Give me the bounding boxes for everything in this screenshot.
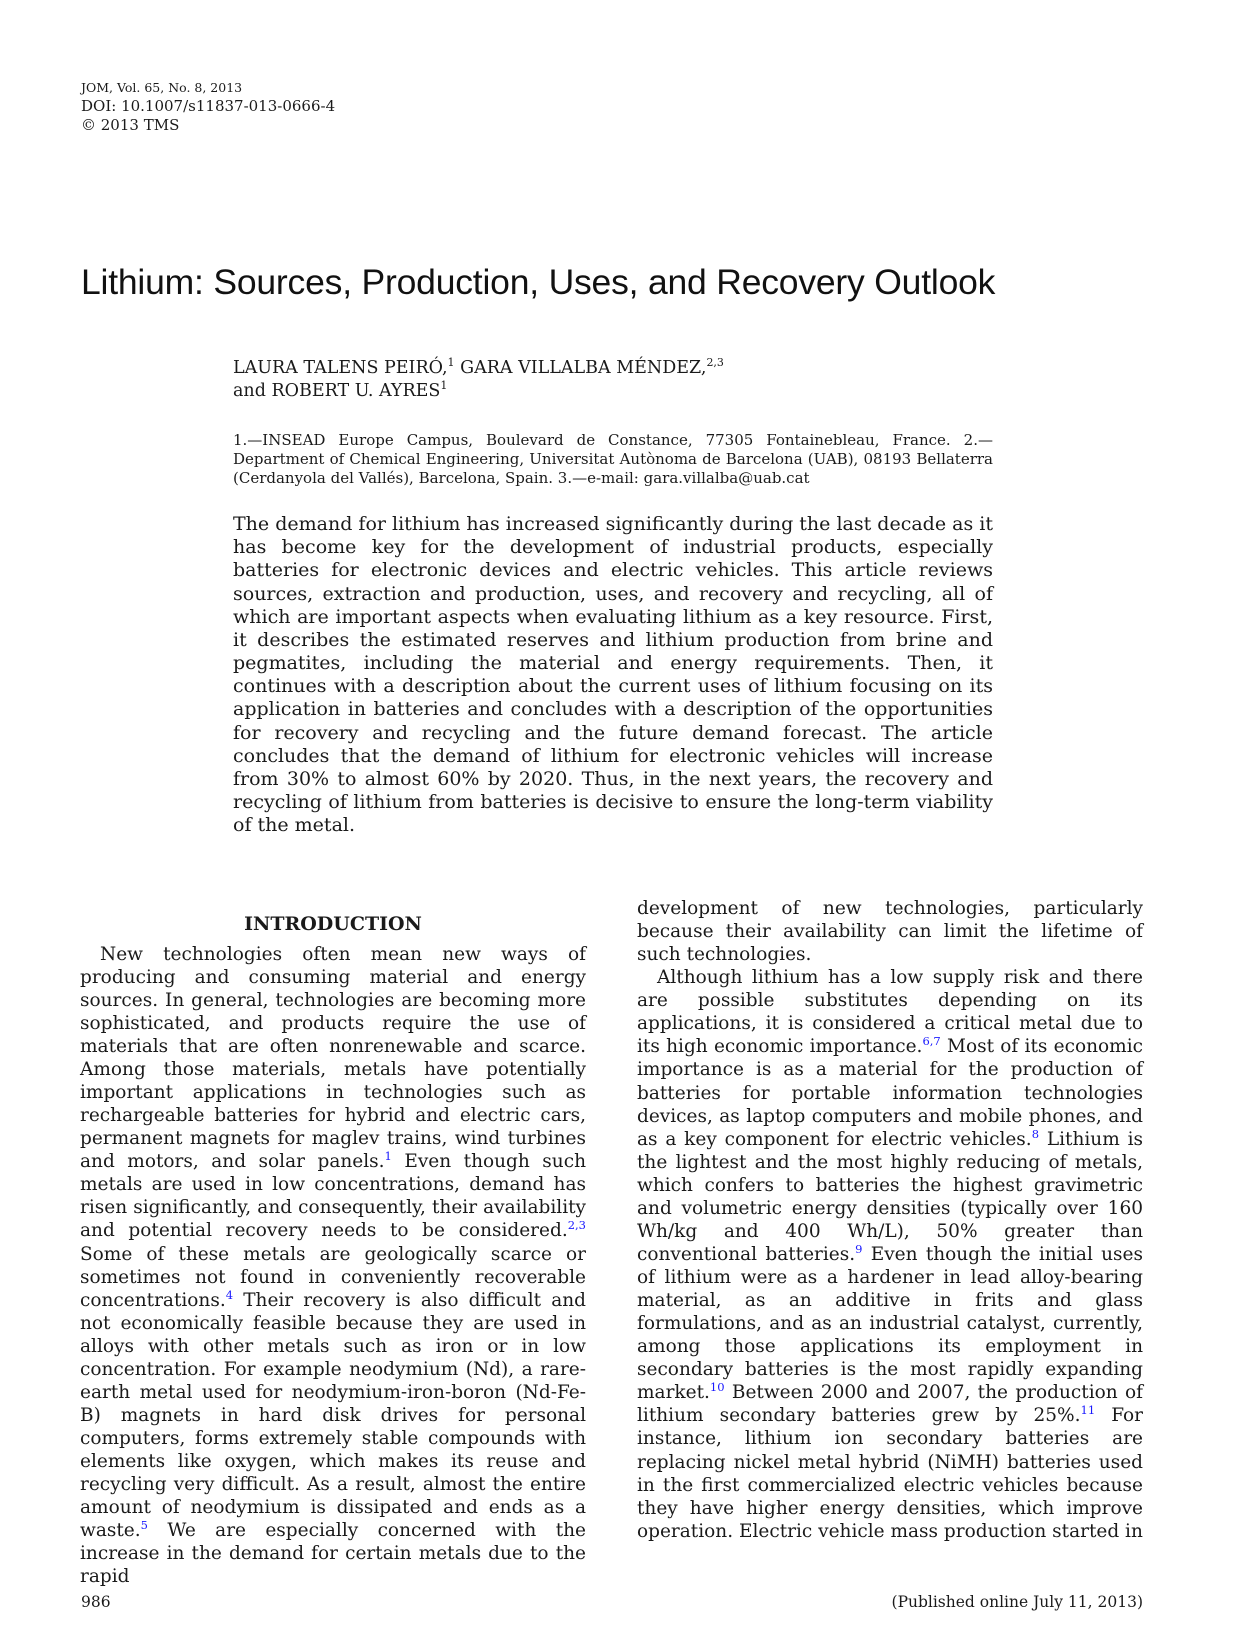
copyright-line: © 2013 TMS [81, 116, 180, 135]
paragraph-continued: development of new technologies, particularly because their availability can limit the lifetime of such technologies. [637, 898, 1143, 966]
affiliation-marker: 2,3 [706, 356, 724, 370]
doi-line[interactable]: DOI: 10.1007/s11837-013-0666-4 [81, 96, 336, 115]
paragraph: Although lithium has a low supply risk and there are possible substitutes depending on its applications, it is considered a critical metal due to its high economic importance.$^{6,7}$ Most of its economic importance is as a material for the production of batteries for portable information technologies devices, as laptop computers and mobile phones, and as a key component for electric vehicles.$^8$ Lithium is the lightest and the most highly reducing of metals, which confers to batteries the highest gravimetric and volumetric energy densities (typically over 160 Wh/kg and 400 Wh/L), 50% greater than conventional batteries.$^9$ Even though the initial uses of lithium were as a hardener in lead alloy-bearing material, as an additive in frits and glass formulations, and as an industrial catalyst, currently, among those applications its employment in secondary batteries is the most rapidly expanding market.$^{10}$ Between 2000 and 2007, the production of lithium secondary batteries grew by 25%.$^{11}$ For instance, lithium ion secondary batteries are replacing nickel metal hybrid (NiMH) batteries used in the first commercialized electric vehicles because they have higher energy densities, which improve operation. Electric vehicle mass production started in [637, 967, 1143, 1542]
reference-link[interactable]: 4 [225, 1287, 234, 1302]
reference-link[interactable]: 2,3 [567, 1218, 586, 1233]
journal-citation: JOM, Vol. 65, No. 8, 2013 [81, 80, 243, 95]
affiliation-marker: 1 [447, 356, 455, 370]
abstract: The demand for lithium has increased significantly during the last decade as it has become key for the development of industrial products, especially batteries for electronic devices and electric vehicles. This article reviews sources, extraction and production, uses, and recovery and recycling, all of which are important aspects when evaluating lithium as a key resource. First, it describes the estimated reserves and lithium production from brine and pegmatites, including the material and energy requirements. Then, it continues with a description about the current uses of lithium focusing on its application in batteries and concludes with a description of the opportunities for recovery and recycling and the future demand forecast. The article concludes that the demand of lithium for electronic vehicles will increase from 30% to almost 60% by 2020. Thus, in the next years, the recovery and recycling of lithium from batteries is decisive to ensure the long-term viability of the metal. [233, 513, 993, 837]
page-number: 986 [81, 1593, 111, 1611]
reference-link[interactable]: 11 [1080, 1403, 1096, 1418]
affiliations: 1.—INSEAD Europe Campus, Boulevard de Constance, 77305 Fontainebleau, France. 2.—Department of Chemical Engineering, Universitat Autònoma de Barcelona (UAB), 08193 Bellaterra (Cerdanyola del Vallés), Barcelona, Spain. 3.—e-mail: gara.villalba@uab.cat [233, 431, 993, 488]
affiliation-marker: 1 [440, 378, 448, 392]
article-title: Lithium: Sources, Production, Uses, and Recovery Outlook [81, 262, 996, 302]
paragraph: New technologies often mean new ways of producing and consuming material and energy sources. In general, technologies are becoming more sophisticated, and products require the use of materials that are often nonrenewable and scarce. Among those materials, metals have potentially important applications in technologies such as rechargeable batteries for hybrid and electric cars, permanent magnets for maglev trains, wind turbines and motors, and solar panels.$^1$ Even though such metals are used in low concentrations, demand has risen significantly, and consequently, their availability and potential recovery needs to be considered.$^{2,3}$ Some of these metals are geologically scarce or sometimes not found in conveniently recoverable concentrations.$^4$ Their recovery is also difficult and not economically feasible because they are used in alloys with other metals such as iron or in low concentration. For example neodymium (Nd), a rare-earth metal used for neodymium-iron-boron (Nd-Fe-B) magnets in hard disk drives for personal computers, forms extremely stable compounds with elements like oxygen, which makes its reuse and recycling very difficult. As a result, almost the entire amount of neodymium is dissipated and ends as a waste.$^5$ We are especially concerned with the increase in the demand for certain metals due to the rapid [80, 943, 586, 1588]
reference-link[interactable]: 10 [709, 1380, 725, 1395]
left-column [80, 905, 586, 1588]
reference-link[interactable]: 5 [140, 1518, 148, 1533]
author-list [233, 357, 724, 403]
author-name: and ROBERT U. AYRES [233, 380, 441, 401]
reference-link[interactable]: 6,7 [922, 1034, 941, 1049]
reference-link[interactable]: 8 [1031, 1126, 1040, 1141]
right-column [637, 897, 1143, 1543]
journal-header [81, 80, 335, 136]
reference-link[interactable]: 1 [384, 1149, 392, 1164]
author-name: GARA VILLALBA MÉNDEZ, [454, 358, 707, 378]
section-heading-introduction: INTRODUCTION [244, 913, 422, 935]
author-name: LAURA TALENS PEIRÓ, [233, 358, 448, 378]
publication-date: (Published online July 11, 2013) [891, 1593, 1143, 1611]
reference-link[interactable]: 9 [855, 1241, 863, 1256]
